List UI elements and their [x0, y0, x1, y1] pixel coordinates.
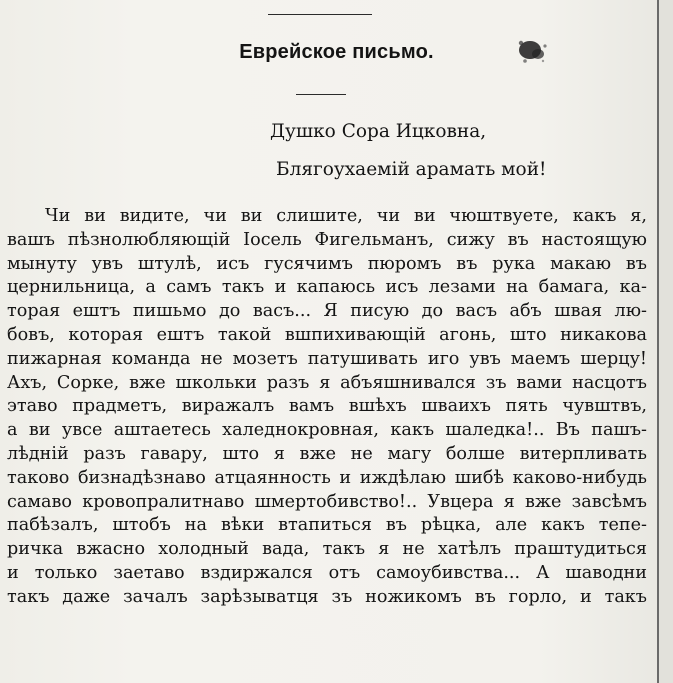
- body-line: пабѣзалъ, штобъ на вѣки втапиться въ рѣцка, але какъ тепе-: [7, 515, 647, 536]
- body-line: самаво кровопралитнаво шмертобивство!.. Увцера я вже завсѣмъ: [7, 491, 647, 512]
- ink-blot-icon: [510, 34, 552, 68]
- top-rule: [268, 14, 372, 15]
- body-line: и только заетаво вздиржался отъ самоубивства... А шаводни: [7, 562, 647, 583]
- letter-body: [7, 205, 647, 610]
- body-line: торая ештъ пишьмо до васъ... Я писую до васъ абъ швая лю-: [7, 301, 647, 322]
- body-line: такъ даже зачалъ зарѣзыватця зъ ножикомъ въ горло, и такъ: [7, 586, 647, 607]
- body-line: цернильница, а самъ такъ и капаюсь исъ лезами на бамага, ка-: [7, 277, 647, 298]
- body-line: лѣдній разъ гавару, што я вже не магу болше витерпливать: [7, 443, 647, 464]
- body-line: Чи ви видите, чи ви слишите, чи ви чюштвуете, какъ я,: [45, 206, 647, 226]
- letter-title: Еврейское письмо.: [239, 41, 434, 63]
- title-rule: [296, 94, 346, 95]
- salutation: Душко Сора Ицковна,: [270, 121, 487, 142]
- greeting: Блягоухаемій арамать мой!: [276, 159, 547, 180]
- page-edge: [657, 0, 673, 683]
- body-line: ричка вжасно холодный вада, такъ я не хатѣлъ праштудиться: [7, 539, 647, 560]
- body-line: пижарная команда не мозетъ патушивать иго увъ маемъ шерцу!: [7, 348, 647, 369]
- body-line: этаво прадметъ, виражалъ вамъ вшѣхъ шваихъ пять чувштвъ,: [7, 396, 647, 417]
- body-line: таково бизнадѣзнаво атцаянность и иждѣлаю шибѣ каково-нибудь: [7, 467, 647, 488]
- body-line: а ви увсе аштаетесь халеднокровная, какъ шаледка!.. Въ пашъ-: [7, 420, 647, 441]
- body-line: бовъ, которая ештъ такой вшпихивающій агонь, што никакова: [7, 324, 647, 345]
- body-line: Ахъ, Сорке, вже школьки разъ я абъяшнивался зъ вами насцотъ: [7, 372, 647, 393]
- body-line: вашъ пѣзнолюбляющій Іосель Фигельманъ, сижу въ настоящую: [7, 229, 647, 250]
- body-line: мынуту увъ штулѣ, исъ гусячимъ пюромъ въ рука макаю въ: [7, 253, 647, 274]
